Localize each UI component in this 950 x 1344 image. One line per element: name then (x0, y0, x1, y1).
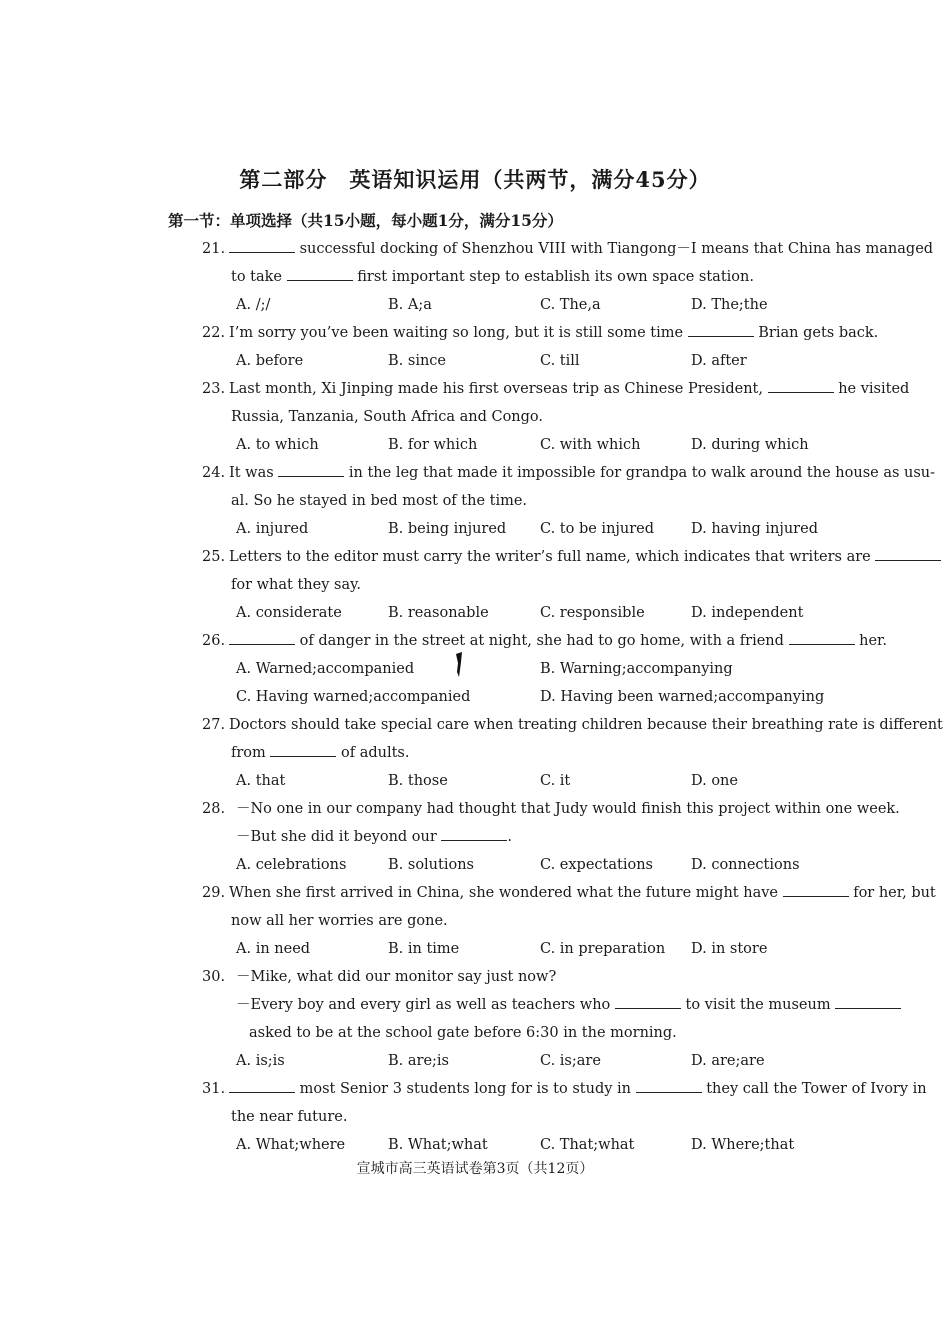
option-c[interactable]: C. responsible (540, 605, 645, 621)
option-b[interactable]: B. those (388, 773, 448, 789)
ink-smudge-icon (455, 652, 463, 678)
question-text: Letters to the editor must carry the writer’s full name, which indicates that writers are (229, 543, 876, 571)
answer-blank (615, 993, 681, 1009)
option-a[interactable]: A. is;is (236, 1053, 285, 1069)
question-text: of danger in the street at night, she had to go home, with a friend her. (229, 627, 876, 655)
section-title: 第一节：单项选择（共15小题，每小题1分，满分15分） (168, 211, 563, 230)
option-d[interactable]: D. Having been warned;accompanying (540, 689, 825, 705)
question-27 (0, 711, 950, 739)
option-a[interactable]: A. to which (236, 437, 319, 453)
question-text-continued: Russia, Tanzania, South Africa and Congo. (231, 409, 543, 425)
question-number: 28. (202, 801, 226, 817)
option-d[interactable]: D. after (691, 353, 747, 369)
question-number: 26. (202, 633, 226, 649)
question-text: Doctors should take special care when treating children because their breathing rate is different (229, 717, 943, 733)
options-row (0, 1131, 950, 1159)
question-text: Last month, Xi Jinping made his first overseas trip as Chinese President, he visited (229, 375, 876, 403)
question-30 (0, 963, 950, 991)
question-number: 25. (202, 549, 226, 565)
answer-blank (229, 1077, 295, 1093)
option-c[interactable]: C. with which (540, 437, 641, 453)
option-b[interactable]: B. for which (388, 437, 478, 453)
option-c[interactable]: C. Having warned;accompanied (236, 689, 471, 705)
question-number: 30. (202, 969, 226, 985)
question-number: 27. (202, 717, 226, 733)
option-d[interactable]: D. independent (691, 605, 804, 621)
answer-blank (789, 629, 855, 645)
option-a[interactable]: A. injured (236, 521, 309, 537)
option-c[interactable]: C. till (540, 353, 580, 369)
options-row (0, 935, 950, 963)
options-row (0, 347, 950, 375)
options-row (0, 599, 950, 627)
options-row (0, 851, 950, 879)
answer-blank (229, 629, 295, 645)
question-text: most Senior 3 students long for is to study in they call the Tower of Ivory in (229, 1075, 876, 1103)
options-row (0, 683, 950, 711)
option-d[interactable]: D. The;the (691, 297, 768, 313)
question-number: 22. (202, 325, 226, 341)
option-b[interactable]: B. What;what (388, 1137, 488, 1153)
question-text: When she first arrived in China, she wondered what the future might have for her, but (229, 879, 876, 907)
question-text-continued: for what they say. (231, 577, 361, 593)
question-text-continued: asked to be at the school gate before 6:30 in the morning. (249, 1025, 677, 1041)
question-25 (0, 543, 950, 571)
option-b[interactable]: B. solutions (388, 857, 474, 873)
question-28 (0, 795, 950, 823)
question-number: 21. (202, 241, 226, 257)
option-c[interactable]: C. That;what (540, 1137, 635, 1153)
question-text-continued: from of adults. (231, 739, 876, 767)
question-list (0, 235, 950, 1159)
question-text-continued: al. So he stayed in bed most of the time. (231, 493, 528, 509)
answer-blank (636, 1077, 702, 1093)
option-c[interactable]: C. The,a (540, 297, 601, 313)
answer-blank (270, 741, 336, 757)
answer-blank (278, 461, 344, 477)
option-c[interactable]: C. to be injured (540, 521, 655, 537)
option-a[interactable]: A. considerate (236, 605, 342, 621)
question-text: It was in the leg that made it impossible for grandpa to walk around the house as usu- (229, 459, 876, 487)
question-text-continued: －Every boy and every girl as well as teachers who to visit the museum (236, 991, 876, 1019)
question-text-continued: the near future. (231, 1109, 348, 1125)
option-b[interactable]: B. are;is (388, 1053, 449, 1069)
option-c[interactable]: C. is;are (540, 1053, 601, 1069)
question-number: 29. (202, 885, 226, 901)
question-29 (0, 879, 950, 907)
option-a[interactable]: A. before (236, 353, 304, 369)
option-a[interactable]: A. that (236, 773, 286, 789)
option-b[interactable]: B. since (388, 353, 446, 369)
answer-blank (441, 825, 507, 841)
options-row (0, 515, 950, 543)
question-text-continued: now all her worries are gone. (231, 913, 448, 929)
question-number: 31. (202, 1081, 226, 1097)
option-a[interactable]: A. celebrations (236, 857, 347, 873)
option-a[interactable]: A. in need (236, 941, 311, 957)
question-26 (0, 627, 950, 655)
option-b[interactable]: B. reasonable (388, 605, 489, 621)
question-23 (0, 375, 950, 403)
option-d[interactable]: D. connections (691, 857, 800, 873)
question-number: 23. (202, 381, 226, 397)
question-text: I’m sorry you’ve been waiting so long, but it is still some time Brian gets back. (229, 319, 876, 347)
options-row (0, 291, 950, 319)
answer-blank (229, 237, 295, 253)
option-d[interactable]: D. one (691, 773, 738, 789)
question-number: 24. (202, 465, 226, 481)
answer-blank (835, 993, 901, 1009)
options-row (0, 655, 950, 683)
answer-blank (783, 881, 849, 897)
question-31 (0, 1075, 950, 1103)
options-row (0, 767, 950, 795)
question-22 (0, 319, 950, 347)
question-24 (0, 459, 950, 487)
question-text-continued: to take first important step to establish its own space station. (231, 263, 876, 291)
option-d[interactable]: D. in store (691, 941, 768, 957)
part-title: 第二部分 英语知识运用（共两节，满分45分） (239, 167, 711, 192)
question-21 (0, 235, 950, 263)
options-row (0, 431, 950, 459)
page-footer: 宣城市高三英语试卷第3页（共12页） (356, 1161, 594, 1177)
option-a[interactable]: A. /;/ (236, 297, 271, 313)
answer-blank (875, 545, 941, 561)
option-c[interactable]: C. in preparation (540, 941, 666, 957)
answer-blank (287, 265, 353, 281)
option-b[interactable]: B. A;a (388, 297, 432, 313)
option-b[interactable]: B. in time (388, 941, 460, 957)
option-b[interactable]: B. Warning;accompanying (540, 661, 733, 677)
answer-blank (688, 321, 754, 337)
question-text: successful docking of Shenzhou VIII with Tiangong－I means that China has managed (229, 235, 876, 263)
option-c[interactable]: C. expectations (540, 857, 653, 873)
answer-blank (768, 377, 834, 393)
option-a[interactable]: A. What;where (236, 1137, 346, 1153)
option-c[interactable]: C. it (540, 773, 571, 789)
option-d[interactable]: D. having injured (691, 521, 818, 537)
option-d[interactable]: D. during which (691, 437, 809, 453)
question-text: －Mike, what did our monitor say just now? (236, 969, 557, 985)
option-d[interactable]: D. are;are (691, 1053, 765, 1069)
option-b[interactable]: B. being injured (388, 521, 507, 537)
question-text: －No one in our company had thought that Judy would finish this project within one week. (236, 801, 900, 817)
option-d[interactable]: D. Where;that (691, 1137, 795, 1153)
question-text-continued: －But she did it beyond our . (236, 823, 876, 851)
option-a[interactable]: A. Warned;accompanied (236, 661, 415, 677)
options-row (0, 1047, 950, 1075)
